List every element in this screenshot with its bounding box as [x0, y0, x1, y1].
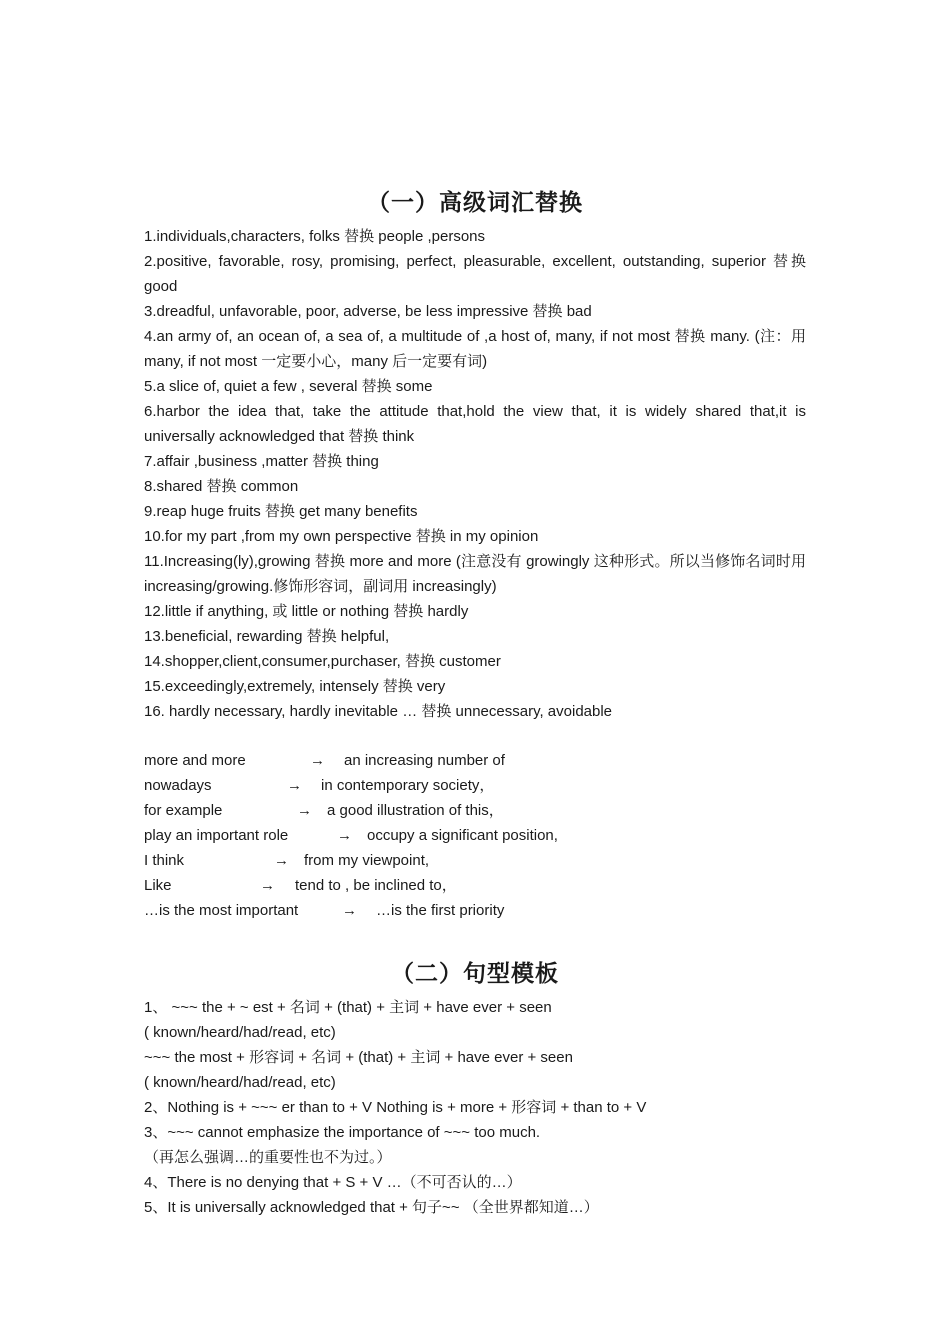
replacement-pair: [144, 773, 806, 798]
replacement-pair: [144, 873, 806, 898]
list-item: 8.shared 替换 common: [144, 478, 299, 495]
replacement-pair: [144, 898, 806, 923]
pair-replacement: tend to , be inclined to，: [295, 877, 457, 894]
pair-original: play an important role: [144, 827, 289, 844]
replacement-pair: [144, 823, 806, 848]
list-item: 2.positive, favorable, rosy, promising, perfect, pleasurable, excellent, outstanding, superior 替换 good: [144, 253, 806, 295]
template-line: 5、It is universally acknowledged that + 句子~~ （全世界都知道…）: [144, 1199, 599, 1216]
vocabulary-list: [144, 224, 806, 923]
section-title-sentence-templates: （二）句型模板: [391, 960, 559, 987]
sentence-template-list: [144, 995, 806, 1220]
list-item: 11.Increasing(ly),growing 替换 more and more (注意没有 growingly 这种形式。所以当修饰名词时用 increasing/growing.修饰形容词，副词用 increasingly): [144, 553, 806, 595]
spacer: [144, 724, 806, 748]
list-item: 4.an army of, an ocean of, a sea of, a multitude of ,a host of, many, if not most 替换 many. (注：用 many, if not most 一定要小心，many 后一定要有词): [144, 328, 806, 370]
list-item: 10.for my part ,from my own perspective 替换 in my opinion: [144, 528, 539, 545]
list-item: 12.little if anything, 或 little or nothing 替换 hardly: [144, 603, 469, 620]
list-item: 14.shopper,client,consumer,purchaser, 替换 customer: [144, 653, 501, 670]
template-line: ~~~ the most + 形容词 + 名词 + (that) + 主词 + have ever + seen: [144, 1049, 573, 1066]
list-item: 16. hardly necessary, hardly inevitable … 替换 unnecessary, avoidable: [144, 703, 613, 720]
arrow-icon: →: [274, 852, 289, 869]
list-item: 15.exceedingly,extremely, intensely 替换 very: [144, 678, 446, 695]
arrow-icon: →: [287, 777, 302, 794]
pair-original: Like: [144, 877, 172, 894]
pair-original: …is the most important: [144, 902, 299, 919]
arrow-icon: →: [260, 877, 275, 894]
template-line: 4、There is no denying that + S + V …（不可否认的…）: [144, 1174, 522, 1191]
pair-replacement: an increasing number of: [344, 752, 505, 769]
pair-original: nowadays: [144, 777, 212, 794]
replacement-pair: [144, 748, 806, 773]
section-title-vocabulary: （一）高级词汇替换: [367, 189, 583, 216]
list-item: 6.harbor the idea that, take the attitude that,hold the view that, it is widely shared that,it is universally acknowledged that 替换 think: [144, 403, 806, 445]
pair-original: more and more: [144, 752, 246, 769]
arrow-icon: →: [337, 827, 352, 844]
template-line: 3、~~~ cannot emphasize the importance of ~~~ too much.: [144, 1124, 541, 1141]
pair-original: for example: [144, 802, 223, 819]
list-item: 3.dreadful, unfavorable, poor, adverse, be less impressive 替换 bad: [144, 303, 592, 320]
pair-replacement: from my viewpoint,: [304, 852, 430, 869]
list-item: 1.individuals,characters, folks 替换 people ,persons: [144, 228, 486, 245]
pair-replacement: …is the first priority: [376, 902, 505, 919]
pair-replacement: a good illustration of this，: [327, 802, 504, 819]
template-line: 2、Nothing is + ~~~ er than to + V Nothing is + more + 形容词 + than to + V: [144, 1099, 647, 1116]
list-item: 9.reap huge fruits 替换 get many benefits: [144, 503, 418, 520]
template-line: 1、 ~~~ the + ~ est + 名词 + (that) + 主词 + have ever + seen: [144, 999, 552, 1016]
pair-replacement: in contemporary society，: [321, 777, 495, 794]
list-item: 5.a slice of, quiet a few , several 替换 some: [144, 378, 433, 395]
pair-original: I think: [144, 852, 185, 869]
pair-replacement: occupy a significant position,: [367, 827, 558, 844]
template-line: ( known/heard/had/read, etc): [144, 1024, 336, 1041]
replacement-pair: [144, 798, 806, 823]
template-line: ( known/heard/had/read, etc): [144, 1074, 336, 1091]
replacement-pair: [144, 848, 806, 873]
list-item: 7.affair ,business ,matter 替换 thing: [144, 453, 379, 470]
list-item: 13.beneficial, rewarding 替换 helpful,: [144, 628, 390, 645]
arrow-icon: →: [297, 802, 312, 819]
template-line: （再怎么强调…的重要性也不为过。）: [144, 1149, 392, 1166]
arrow-icon: →: [342, 902, 357, 919]
arrow-icon: →: [310, 752, 325, 769]
